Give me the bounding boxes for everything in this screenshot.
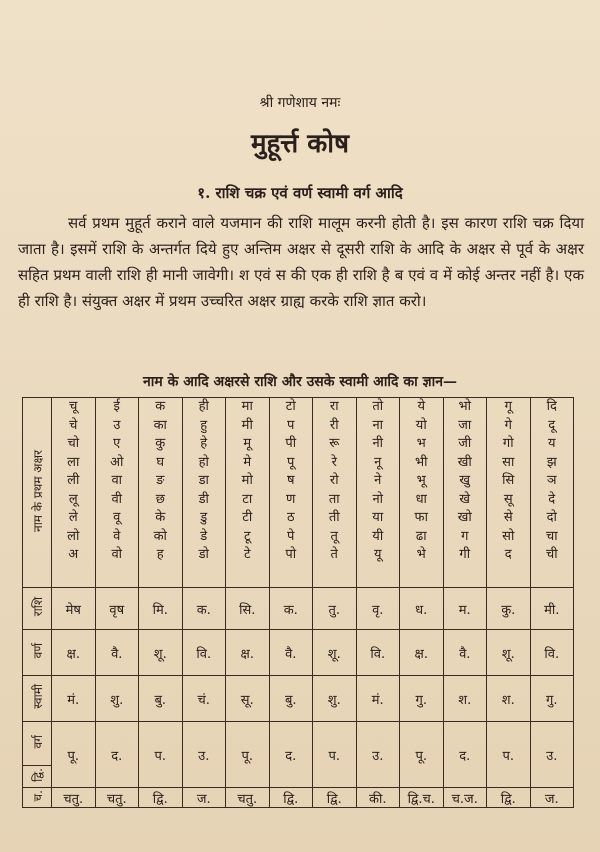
row-label-letters-text: नाम के प्रथम अक्षर bbox=[30, 449, 45, 532]
varg-cell: उ. bbox=[356, 722, 400, 788]
letter-syllable: सा bbox=[502, 454, 515, 470]
varg-cell: द. bbox=[269, 722, 313, 788]
letter-syllable: रा bbox=[329, 399, 339, 414]
letter-syllable: डे bbox=[200, 528, 208, 544]
extra-cell: द्वि.च. bbox=[400, 788, 444, 808]
letter-syllable: गी bbox=[459, 547, 471, 562]
letter-syllable: ला bbox=[67, 454, 80, 470]
letter-syllable: डा bbox=[198, 473, 209, 488]
varna-cell: वै. bbox=[95, 630, 139, 676]
letter-syllable: चा bbox=[545, 528, 558, 544]
varg-cell: द. bbox=[443, 722, 487, 788]
letter-syllable: ना bbox=[372, 417, 384, 433]
row-label-extra-text: च. bbox=[30, 789, 45, 802]
letter-syllable: चे bbox=[69, 417, 78, 433]
letter-syllable: वे bbox=[113, 528, 121, 544]
letter-syllable: मी bbox=[241, 417, 253, 433]
letter-syllable: दो bbox=[546, 510, 557, 525]
letter-syllable: ती bbox=[328, 510, 340, 525]
letter-syllable: खी bbox=[457, 454, 472, 470]
row-label-varg-text: वर्ग bbox=[30, 734, 45, 749]
page-title: मुहूर्त्त कोष bbox=[250, 129, 350, 159]
row-label-swami bbox=[23, 676, 52, 722]
letters-cell bbox=[139, 398, 183, 588]
rashi-cell: तु. bbox=[313, 588, 357, 630]
table-row-rashi bbox=[23, 588, 574, 630]
letter-syllable: ह bbox=[156, 547, 164, 562]
varna-cell: वै. bbox=[443, 630, 487, 676]
letter-syllable: हु bbox=[200, 417, 208, 433]
rashi-cell: मि. bbox=[139, 588, 183, 630]
letter-syllable: या bbox=[372, 510, 384, 525]
row-label-dwi-text: द्वि. bbox=[30, 767, 45, 782]
row-label-varg bbox=[23, 722, 52, 766]
varna-cell: क्ष. bbox=[226, 630, 270, 676]
letter-syllable: रे bbox=[331, 454, 337, 470]
letter-syllable: ओ bbox=[110, 454, 124, 470]
varna-cell: शू. bbox=[313, 630, 357, 676]
row-label-extra bbox=[23, 788, 52, 808]
letter-syllable: पो bbox=[285, 547, 297, 562]
letter-syllable: ठ bbox=[286, 510, 295, 525]
extra-cell: ज. bbox=[182, 788, 226, 808]
letter-syllable: भ bbox=[416, 436, 426, 451]
varna-cell: शू. bbox=[139, 630, 183, 676]
letter-syllable: ए bbox=[113, 436, 121, 451]
swami-cell: श. bbox=[487, 676, 531, 722]
swami-cell: गु. bbox=[400, 676, 444, 722]
letter-syllable: मो bbox=[241, 473, 253, 488]
varna-cell: वि. bbox=[356, 630, 400, 676]
letter-syllable: धा bbox=[415, 491, 427, 507]
letter-syllable: ङ bbox=[156, 473, 165, 488]
row-label-swami-text: स्वामी bbox=[30, 684, 45, 709]
swami-cell: मं. bbox=[52, 676, 96, 722]
table-row-varna bbox=[23, 630, 574, 676]
varna-cell: वि. bbox=[530, 630, 574, 676]
letter-syllable: अ bbox=[68, 547, 79, 562]
letter-syllable: दे bbox=[548, 491, 556, 507]
letter-syllable: के bbox=[155, 510, 166, 525]
letter-syllable: मे bbox=[243, 454, 252, 470]
rashi-cell: वृष bbox=[95, 588, 139, 630]
swami-cell: बु. bbox=[269, 676, 313, 722]
letter-syllable: ञ bbox=[546, 473, 557, 488]
letter-syllable: यो bbox=[415, 417, 427, 433]
letters-cell bbox=[52, 398, 96, 588]
letter-syllable: डु bbox=[200, 510, 208, 525]
letter-syllable: जा bbox=[458, 417, 472, 433]
letter-syllable: यू bbox=[373, 547, 382, 562]
letters-cell bbox=[182, 398, 226, 588]
swami-cell: गु. bbox=[530, 676, 574, 722]
letter-syllable: टी bbox=[242, 510, 253, 525]
letter-syllable: जी bbox=[458, 436, 472, 451]
letter-syllable: ष bbox=[286, 473, 295, 488]
extra-cell: चतु. bbox=[226, 788, 270, 808]
letter-syllable: का bbox=[153, 417, 167, 433]
rashi-cell: म. bbox=[443, 588, 487, 630]
letter-syllable: ची bbox=[545, 547, 558, 562]
table-row-extra bbox=[23, 788, 574, 808]
invocation-line: श्री गणेशाय नमः bbox=[259, 95, 341, 111]
letters-cell bbox=[487, 398, 531, 588]
letters-cell bbox=[443, 398, 487, 588]
letter-syllable: वू bbox=[113, 510, 121, 525]
rashi-cell: वृ. bbox=[356, 588, 400, 630]
letters-cell bbox=[530, 398, 574, 588]
varg-cell: प. bbox=[487, 722, 531, 788]
letter-syllable: चू bbox=[69, 399, 78, 414]
letter-syllable: पू bbox=[287, 454, 295, 470]
varna-cell: क्ष. bbox=[400, 630, 444, 676]
swami-cell: शु. bbox=[95, 676, 139, 722]
varg-cell: पू. bbox=[400, 722, 444, 788]
letter-syllable: क bbox=[155, 399, 166, 414]
letter-syllable: खु bbox=[459, 473, 471, 488]
table-heading: नाम के आदि अक्षरसे राशि और उसके स्वामी आदि का ज्ञान— bbox=[143, 374, 457, 390]
rashi-table bbox=[22, 397, 574, 808]
letter-syllable: दू bbox=[548, 417, 556, 433]
letter-syllable: गू bbox=[504, 399, 512, 414]
letter-syllable: कु bbox=[155, 436, 166, 451]
extra-cell: द्वि. bbox=[139, 788, 183, 808]
extra-cell: चतु. bbox=[52, 788, 96, 808]
intro-paragraph bbox=[18, 210, 584, 314]
letter-syllable: री bbox=[329, 417, 339, 433]
varna-cell: क्ष. bbox=[52, 630, 96, 676]
letters-cell bbox=[313, 398, 357, 588]
letter-syllable: लो bbox=[67, 528, 80, 544]
letter-syllable: उ bbox=[113, 417, 121, 433]
letter-syllable: वा bbox=[111, 473, 123, 488]
letter-syllable: ते bbox=[330, 547, 338, 562]
letter-syllable: सू bbox=[503, 491, 513, 507]
letter-syllable: पे bbox=[287, 528, 295, 544]
varg-cell: प. bbox=[139, 722, 183, 788]
rashi-cell: सि. bbox=[226, 588, 270, 630]
extra-cell: चतु. bbox=[95, 788, 139, 808]
row-label-letters bbox=[23, 398, 52, 588]
rashi-cell: क. bbox=[182, 588, 226, 630]
swami-cell: बु. bbox=[139, 676, 183, 722]
letter-syllable: हे bbox=[200, 436, 208, 451]
letter-syllable: फा bbox=[414, 510, 428, 525]
letter-syllable: वो bbox=[111, 547, 123, 562]
letter-syllable: डो bbox=[198, 547, 209, 562]
rashi-cell: मेष bbox=[52, 588, 96, 630]
letter-syllable: छ bbox=[155, 491, 165, 507]
varna-cell: वि. bbox=[182, 630, 226, 676]
letter-syllable: ली bbox=[67, 473, 80, 488]
letter-syllable: तू bbox=[330, 528, 338, 544]
varg-cell: पू. bbox=[52, 722, 96, 788]
row-label-rashi bbox=[23, 588, 52, 630]
letter-syllable: से bbox=[503, 510, 513, 525]
row-label-varna bbox=[23, 630, 52, 676]
extra-cell: द्वि. bbox=[487, 788, 531, 808]
letter-syllable: टा bbox=[242, 491, 253, 507]
varg-cell: पू. bbox=[226, 722, 270, 788]
varg-cell: प. bbox=[313, 722, 357, 788]
letter-syllable: ग bbox=[461, 528, 469, 544]
extra-cell: च.ज. bbox=[443, 788, 487, 808]
letter-syllable: भो bbox=[458, 399, 471, 414]
letter-syllable: ढा bbox=[415, 528, 427, 544]
letter-syllable: रो bbox=[329, 473, 339, 488]
letter-syllable: सि bbox=[502, 473, 515, 488]
letter-syllable: हो bbox=[198, 454, 209, 470]
row-label-rashi-text: राशि bbox=[30, 596, 45, 617]
letters-cell bbox=[356, 398, 400, 588]
intro-paragraph-text: सर्व प्रथम मुहूर्त कराने वाले यजमान की राशि मालूम करनी होती है। इस कारण राशि चक्र दिया जाता है। इसमें राशि के अन्तर्गत दिये हुए अन्तिम अक्षर से दूसरी राशि के आदि के अक्षर से पूर्व के अक्षर सहित प्रथम वाली राशि ही मानी जावेगी। श एवं स की एक ही राशि है ब एवं व में कोई अन्तर नहीं है। एक ही राशि है। संयुक्त अक्षर में प्रथम उच्चरित अक्षर ग्राह्य करके राशि ज्ञात करो। bbox=[18, 214, 584, 310]
extra-cell: ज. bbox=[530, 788, 574, 808]
letters-cell bbox=[400, 398, 444, 588]
letter-syllable: डी bbox=[198, 491, 209, 507]
varg-cell: उ. bbox=[182, 722, 226, 788]
letter-syllable: दि bbox=[546, 399, 557, 414]
swami-cell: मं. bbox=[356, 676, 400, 722]
letter-syllable: भू bbox=[416, 473, 426, 488]
letter-syllable: यी bbox=[372, 528, 384, 544]
swami-cell: सू. bbox=[226, 676, 270, 722]
row-label-varna-text: वर्ण bbox=[30, 642, 45, 659]
row-label-dwi bbox=[23, 766, 52, 788]
letters-cell bbox=[226, 398, 270, 588]
letter-syllable: सो bbox=[502, 528, 515, 544]
swami-cell: शु. bbox=[313, 676, 357, 722]
letter-syllable: ई bbox=[113, 399, 120, 414]
letter-syllable: ले bbox=[68, 510, 78, 525]
table-row-swami bbox=[23, 676, 574, 722]
letters-cell bbox=[95, 398, 139, 588]
letter-syllable: वी bbox=[111, 491, 123, 507]
letter-syllable: ता bbox=[328, 491, 340, 507]
swami-cell: चं. bbox=[182, 676, 226, 722]
letter-syllable: गे bbox=[504, 417, 512, 433]
letter-syllable: लू bbox=[68, 491, 78, 507]
letter-syllable: ये bbox=[417, 399, 426, 414]
rashi-cell: कु. bbox=[487, 588, 531, 630]
letter-syllable: ने bbox=[374, 473, 382, 488]
varna-cell: शू. bbox=[487, 630, 531, 676]
varna-cell: वै. bbox=[269, 630, 313, 676]
letter-syllable: पी bbox=[285, 436, 297, 451]
letters-cell bbox=[269, 398, 313, 588]
letter-syllable: नी bbox=[372, 436, 384, 451]
letter-syllable: प bbox=[287, 417, 295, 433]
letter-syllable: नो bbox=[372, 491, 384, 507]
letter-syllable: रू bbox=[329, 436, 340, 451]
letter-syllable: घ bbox=[156, 454, 165, 470]
letter-syllable: य bbox=[547, 436, 556, 451]
rashi-cell: क. bbox=[269, 588, 313, 630]
letter-syllable: भी bbox=[414, 454, 428, 470]
letter-syllable: गो bbox=[502, 436, 514, 451]
letter-syllable: ण bbox=[286, 491, 296, 507]
letter-syllable: ही bbox=[198, 399, 209, 414]
rashi-cell: मी. bbox=[530, 588, 574, 630]
letter-syllable: नू bbox=[374, 454, 382, 470]
letter-syllable: टो bbox=[285, 399, 296, 414]
letter-syllable: खो bbox=[457, 510, 472, 525]
letter-syllable: द bbox=[504, 547, 512, 562]
letter-syllable: भे bbox=[416, 547, 426, 562]
letter-syllable: झ bbox=[546, 454, 557, 470]
letter-syllable: तो bbox=[372, 399, 384, 414]
varg-cell: उ. bbox=[530, 722, 574, 788]
table-row-varg bbox=[23, 722, 574, 766]
letter-syllable: टे bbox=[243, 547, 251, 562]
extra-cell: की. bbox=[356, 788, 400, 808]
table-row-letters bbox=[23, 398, 574, 588]
letter-syllable: को bbox=[153, 528, 167, 544]
extra-cell: द्वि. bbox=[269, 788, 313, 808]
letter-syllable: खे bbox=[459, 491, 471, 507]
letter-syllable: चो bbox=[67, 436, 80, 451]
letter-syllable: मा bbox=[241, 399, 253, 414]
extra-cell: द्वि. bbox=[313, 788, 357, 808]
section-heading: १. राशि चक्र एवं वर्ण स्वामी वर्ग आदि bbox=[197, 184, 403, 202]
swami-cell: श. bbox=[443, 676, 487, 722]
rashi-cell: ध. bbox=[400, 588, 444, 630]
letter-syllable: मू bbox=[243, 436, 252, 451]
letter-syllable: टू bbox=[243, 528, 251, 544]
varg-cell: द. bbox=[95, 722, 139, 788]
